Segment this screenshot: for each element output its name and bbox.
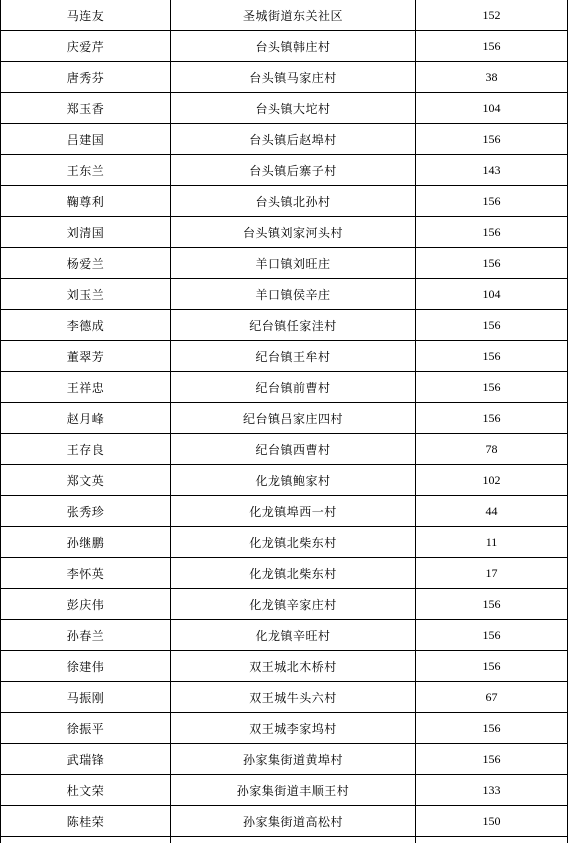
table-row (1, 558, 568, 589)
place-cell: 孙家集街道黄埠村 (171, 744, 416, 775)
name-cell: 武瑞锋 (1, 744, 171, 775)
name-cell: 彭庆伟 (1, 589, 171, 620)
table-row (1, 186, 568, 217)
place-cell: 台头镇后寨子村 (171, 155, 416, 186)
amount-cell: 156 (416, 217, 568, 248)
place-cell: 纪台镇王牟村 (171, 341, 416, 372)
amount-cell: 44 (416, 496, 568, 527)
place-cell: 孙家集街道高松村 (171, 806, 416, 837)
table-row (1, 310, 568, 341)
name-cell: 庆爱芹 (1, 31, 171, 62)
place-cell: 纪台镇吕家庄四村 (171, 403, 416, 434)
amount-cell: 78 (416, 434, 568, 465)
table-row (1, 496, 568, 527)
place-cell: 台头镇韩庄村 (171, 31, 416, 62)
name-cell: 吕建国 (1, 124, 171, 155)
name-cell: 王东兰 (1, 155, 171, 186)
name-cell: 赵月峰 (1, 403, 171, 434)
table-row (1, 775, 568, 806)
place-cell: 台头镇后赵埠村 (171, 124, 416, 155)
table-row (1, 279, 568, 310)
place-cell: 化龙镇辛家庄村 (171, 589, 416, 620)
table-row (1, 589, 568, 620)
place-cell: 化龙镇北柴东村 (171, 558, 416, 589)
table-row (1, 465, 568, 496)
place-cell: 纪台镇前曹村 (171, 372, 416, 403)
name-cell: 陈桂荣 (1, 806, 171, 837)
place-cell: 台头镇马家庄村 (171, 62, 416, 93)
place-cell: 化龙镇北柴东村 (171, 527, 416, 558)
place-cell: 羊口镇刘旺庄 (171, 248, 416, 279)
amount-cell: 150 (416, 806, 568, 837)
name-cell: 杨爱兰 (1, 248, 171, 279)
amount-cell: 156 (416, 341, 568, 372)
name-cell: 王存良 (1, 434, 171, 465)
amount-cell: 156 (416, 744, 568, 775)
name-cell: 孙继鹏 (1, 527, 171, 558)
empty-cell (171, 837, 416, 844)
amount-cell: 102 (416, 465, 568, 496)
name-cell: 唐秀芬 (1, 62, 171, 93)
amount-cell: 17 (416, 558, 568, 589)
name-cell: 杜文荣 (1, 775, 171, 806)
amount-cell: 156 (416, 403, 568, 434)
name-cell: 徐建伟 (1, 651, 171, 682)
name-cell: 李德成 (1, 310, 171, 341)
table-row (1, 155, 568, 186)
name-cell: 郑玉香 (1, 93, 171, 124)
table-row (1, 527, 568, 558)
name-cell: 王祥忠 (1, 372, 171, 403)
name-cell: 郑文英 (1, 465, 171, 496)
name-cell: 鞠尊利 (1, 186, 171, 217)
name-cell: 马振刚 (1, 682, 171, 713)
table-row-partial (1, 837, 568, 844)
table-row (1, 217, 568, 248)
amount-cell: 104 (416, 279, 568, 310)
amount-cell: 152 (416, 0, 568, 31)
amount-cell: 156 (416, 124, 568, 155)
place-cell: 台头镇北孙村 (171, 186, 416, 217)
table-row (1, 341, 568, 372)
table-row (1, 372, 568, 403)
table-body (1, 0, 568, 843)
place-cell: 纪台镇任家洼村 (171, 310, 416, 341)
amount-cell: 133 (416, 775, 568, 806)
amount-cell: 156 (416, 589, 568, 620)
table-row (1, 651, 568, 682)
empty-cell (1, 837, 171, 844)
table-row (1, 248, 568, 279)
table-row (1, 682, 568, 713)
amount-cell: 67 (416, 682, 568, 713)
amount-cell: 156 (416, 31, 568, 62)
table-row (1, 620, 568, 651)
place-cell: 台头镇刘家河头村 (171, 217, 416, 248)
place-cell: 双王城牛头六村 (171, 682, 416, 713)
amount-cell: 156 (416, 651, 568, 682)
table-row (1, 806, 568, 837)
amount-cell: 11 (416, 527, 568, 558)
table-row (1, 744, 568, 775)
place-cell: 化龙镇鲍家村 (171, 465, 416, 496)
empty-cell (416, 837, 568, 844)
table-row (1, 93, 568, 124)
name-cell: 董翠芳 (1, 341, 171, 372)
place-cell: 双王城北木桥村 (171, 651, 416, 682)
table-row (1, 124, 568, 155)
place-cell: 化龙镇辛旺村 (171, 620, 416, 651)
place-cell: 纪台镇西曹村 (171, 434, 416, 465)
amount-cell: 143 (416, 155, 568, 186)
table-row (1, 713, 568, 744)
name-cell: 马连友 (1, 0, 171, 31)
place-cell: 孙家集街道丰顺王村 (171, 775, 416, 806)
name-cell: 刘清国 (1, 217, 171, 248)
name-cell: 刘玉兰 (1, 279, 171, 310)
name-cell: 徐振平 (1, 713, 171, 744)
table-row (1, 31, 568, 62)
amount-cell: 104 (416, 93, 568, 124)
amount-cell: 156 (416, 713, 568, 744)
name-cell: 孙春兰 (1, 620, 171, 651)
place-cell: 双王城李家坞村 (171, 713, 416, 744)
place-cell: 台头镇大坨村 (171, 93, 416, 124)
place-cell: 羊口镇侯辛庄 (171, 279, 416, 310)
place-cell: 化龙镇埠西一村 (171, 496, 416, 527)
name-cell: 李怀英 (1, 558, 171, 589)
place-cell: 圣城街道东关社区 (171, 0, 416, 31)
table-row (1, 62, 568, 93)
table-row (1, 434, 568, 465)
amount-cell: 156 (416, 372, 568, 403)
name-cell: 张秀珍 (1, 496, 171, 527)
table-row (1, 403, 568, 434)
amount-cell: 156 (416, 186, 568, 217)
table-row (1, 0, 568, 31)
amount-cell: 156 (416, 620, 568, 651)
amount-cell: 156 (416, 248, 568, 279)
amount-cell: 38 (416, 62, 568, 93)
amount-cell: 156 (416, 310, 568, 341)
